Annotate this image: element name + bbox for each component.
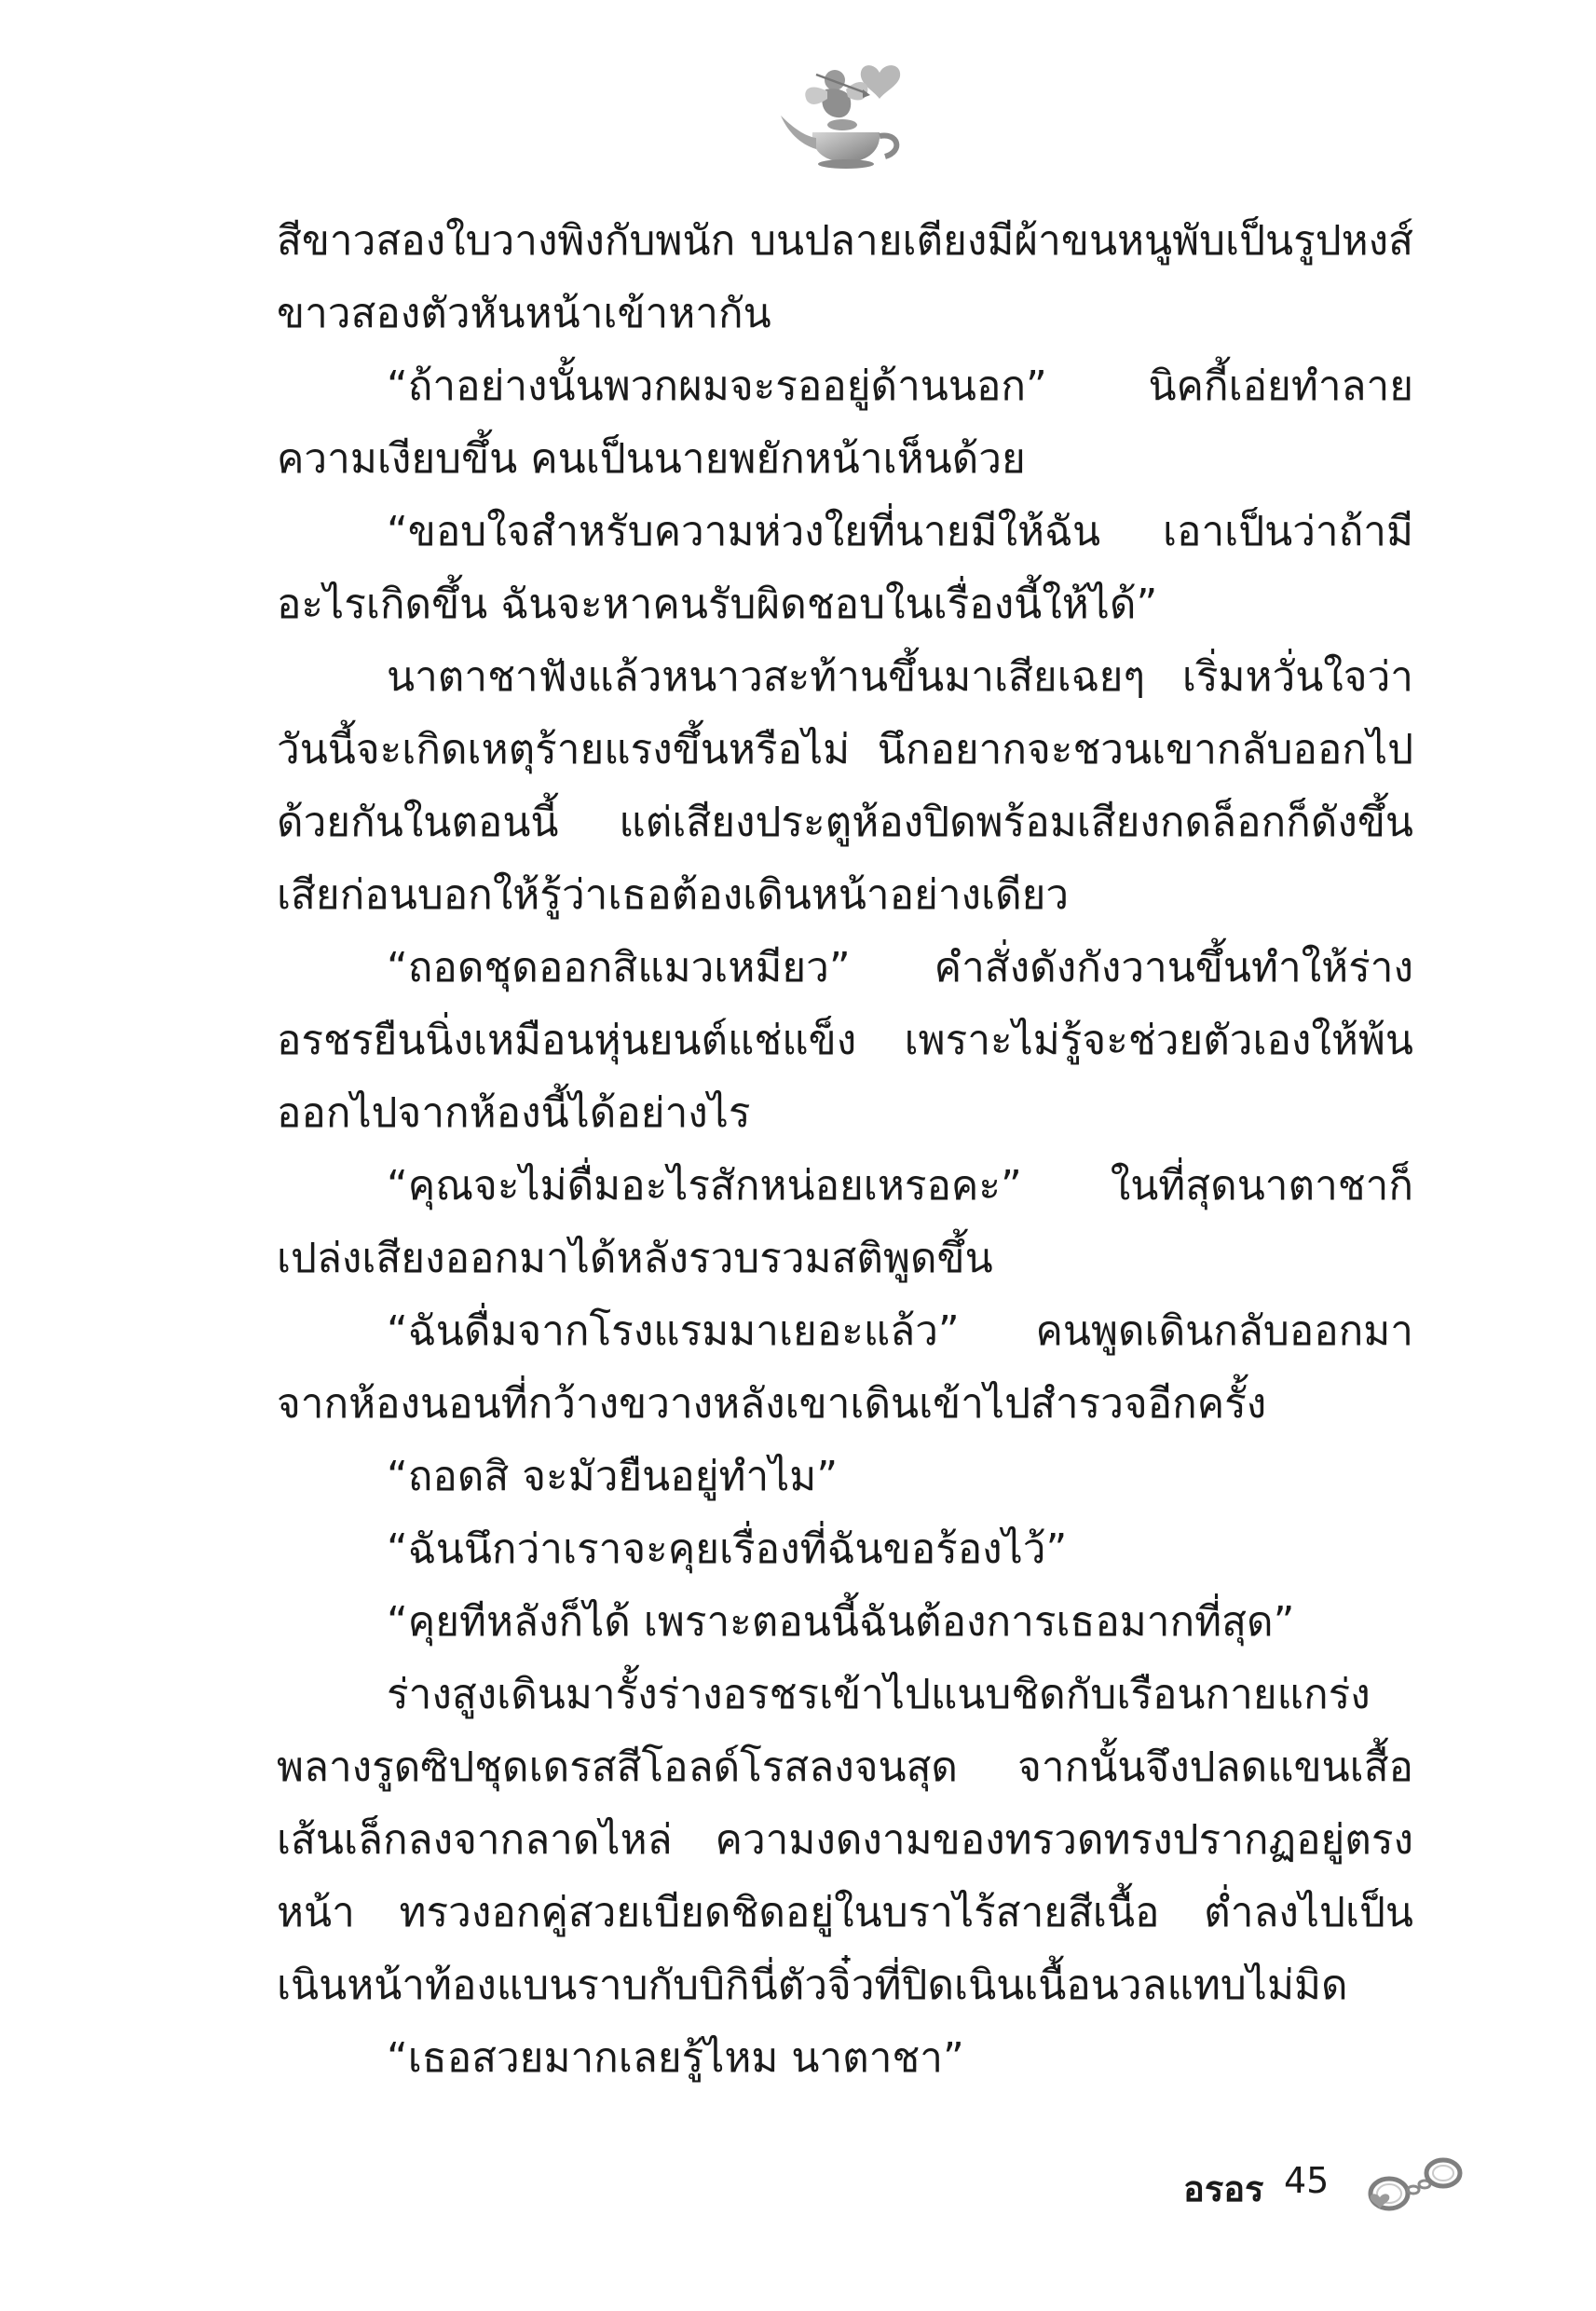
paragraph: ร่างสูงเดินมารั้งร่างอรชรเข้าไปแนบชิดกับเรือนกายแกร่งพลางรูดซิปชุดเดรสสีโอลด์โรสลงจนสุด จากนั้นจึงปลดแขนเสื้อเส้นเล็กลงจากลาดไหล่ ความงดงามของทรวดทรงปรากฏอยู่ตรงหน้า ทรวงอกคู่สวยเบียดชิดอยู่ในบราไร้สายสีเนื้อ ต่ำลงไปเป็นเนินหน้าท้องแบนราบกับบิกินี่ตัวจิ๋วที่ปิดเนินเนื้อนวลแทบไม่มิด [277,1671,1413,2009]
paragraph: สีขาวสองใบวางพิงกับพนัก บนปลายเตียงมีผ้าขนหนูพับเป็นรูปหงส์ขาวสองตัวหันหน้าเข้าหากัน [277,217,1413,337]
paragraph: “คุณจะไม่ดื่มอะไรสักหน่อยเหรอคะ” ในที่สุดนาตาชาก็เปล่งเสียงออกมาได้หลังรวบรวมสติพูดขึ้น [277,1162,1413,1282]
paragraph: “เธอสวยมากเลยรู้ไหม นาตาชา” [387,2034,964,2082]
footer-author: อรอร [1183,2168,1264,2209]
paragraph: “คุยทีหลังก็ได้ เพราะตอนนี้ฉันต้องการเธอมากที่สุด” [387,1598,1295,1646]
page-footer [1183,2143,1491,2227]
page-number: 45 [1284,2160,1330,2201]
paragraph: “ขอบใจสำหรับความห่วงใยที่นายมีให้ฉัน เอาเป็นว่าถ้ามีอะไรเกิดขึ้น ฉันจะหาคนรับผิดชอบในเรื่องนี้ให้ได้” [277,508,1413,628]
paragraph: “ถอดชุดออกสิแมวเหมียว” คำสั่งดังกังวานขึ้นทำให้ร่างอรชรยืนนิ่งเหมือนหุ่นยนต์แช่แข็ง เพราะไม่รู้จะช่วยตัวเองให้พ้นออกไปจากห้องนี้ได้อย่างไร [277,944,1413,1137]
paragraph: “ฉันนึกว่าเราจะคุยเรื่องที่ฉันขอร้องไว้” [387,1525,1068,1573]
paragraph: นาตาชาฟังแล้วหนาวสะท้านขึ้นมาเสียเฉยๆ เริ่มหวั่นใจว่าวันนี้จะเกิดเหตุร้ายแรงขึ้นหรือไม่ นึกอยากจะชวนเขากลับออกไปด้วยกันในตอนนี้ แต่เสียงประตูห้องปิดพร้อมเสียงกดล็อกก็ดังขึ้นเสียก่อนบอกให้รู้ว่าเธอต้องเดินหน้าอย่างเดียว [277,653,1413,919]
paragraph: “ฉันดื่มจากโรงแรมมาเยอะแล้ว” คนพูดเดินกลับออกมาจากห้องนอนที่กว้างขวางหลังเขาเดินเข้าไปสำรวจอีกครั้ง [277,1307,1413,1428]
handcuffs-ornament-icon [1365,2145,1467,2220]
paragraph: “ถอดสิ จะมัวยืนอยู่ทำไม” [387,1453,839,1500]
paragraph: “ถ้าอย่างนั้นพวกผมจะรออยู่ด้านนอก” นิคกี้เอ่ยทำลายความเงียบขึ้น คนเป็นนายพยักหน้าเห็นด้วย [277,362,1413,483]
body-text [277,205,1413,2095]
cupid-teapot-ornament-icon [770,47,928,172]
